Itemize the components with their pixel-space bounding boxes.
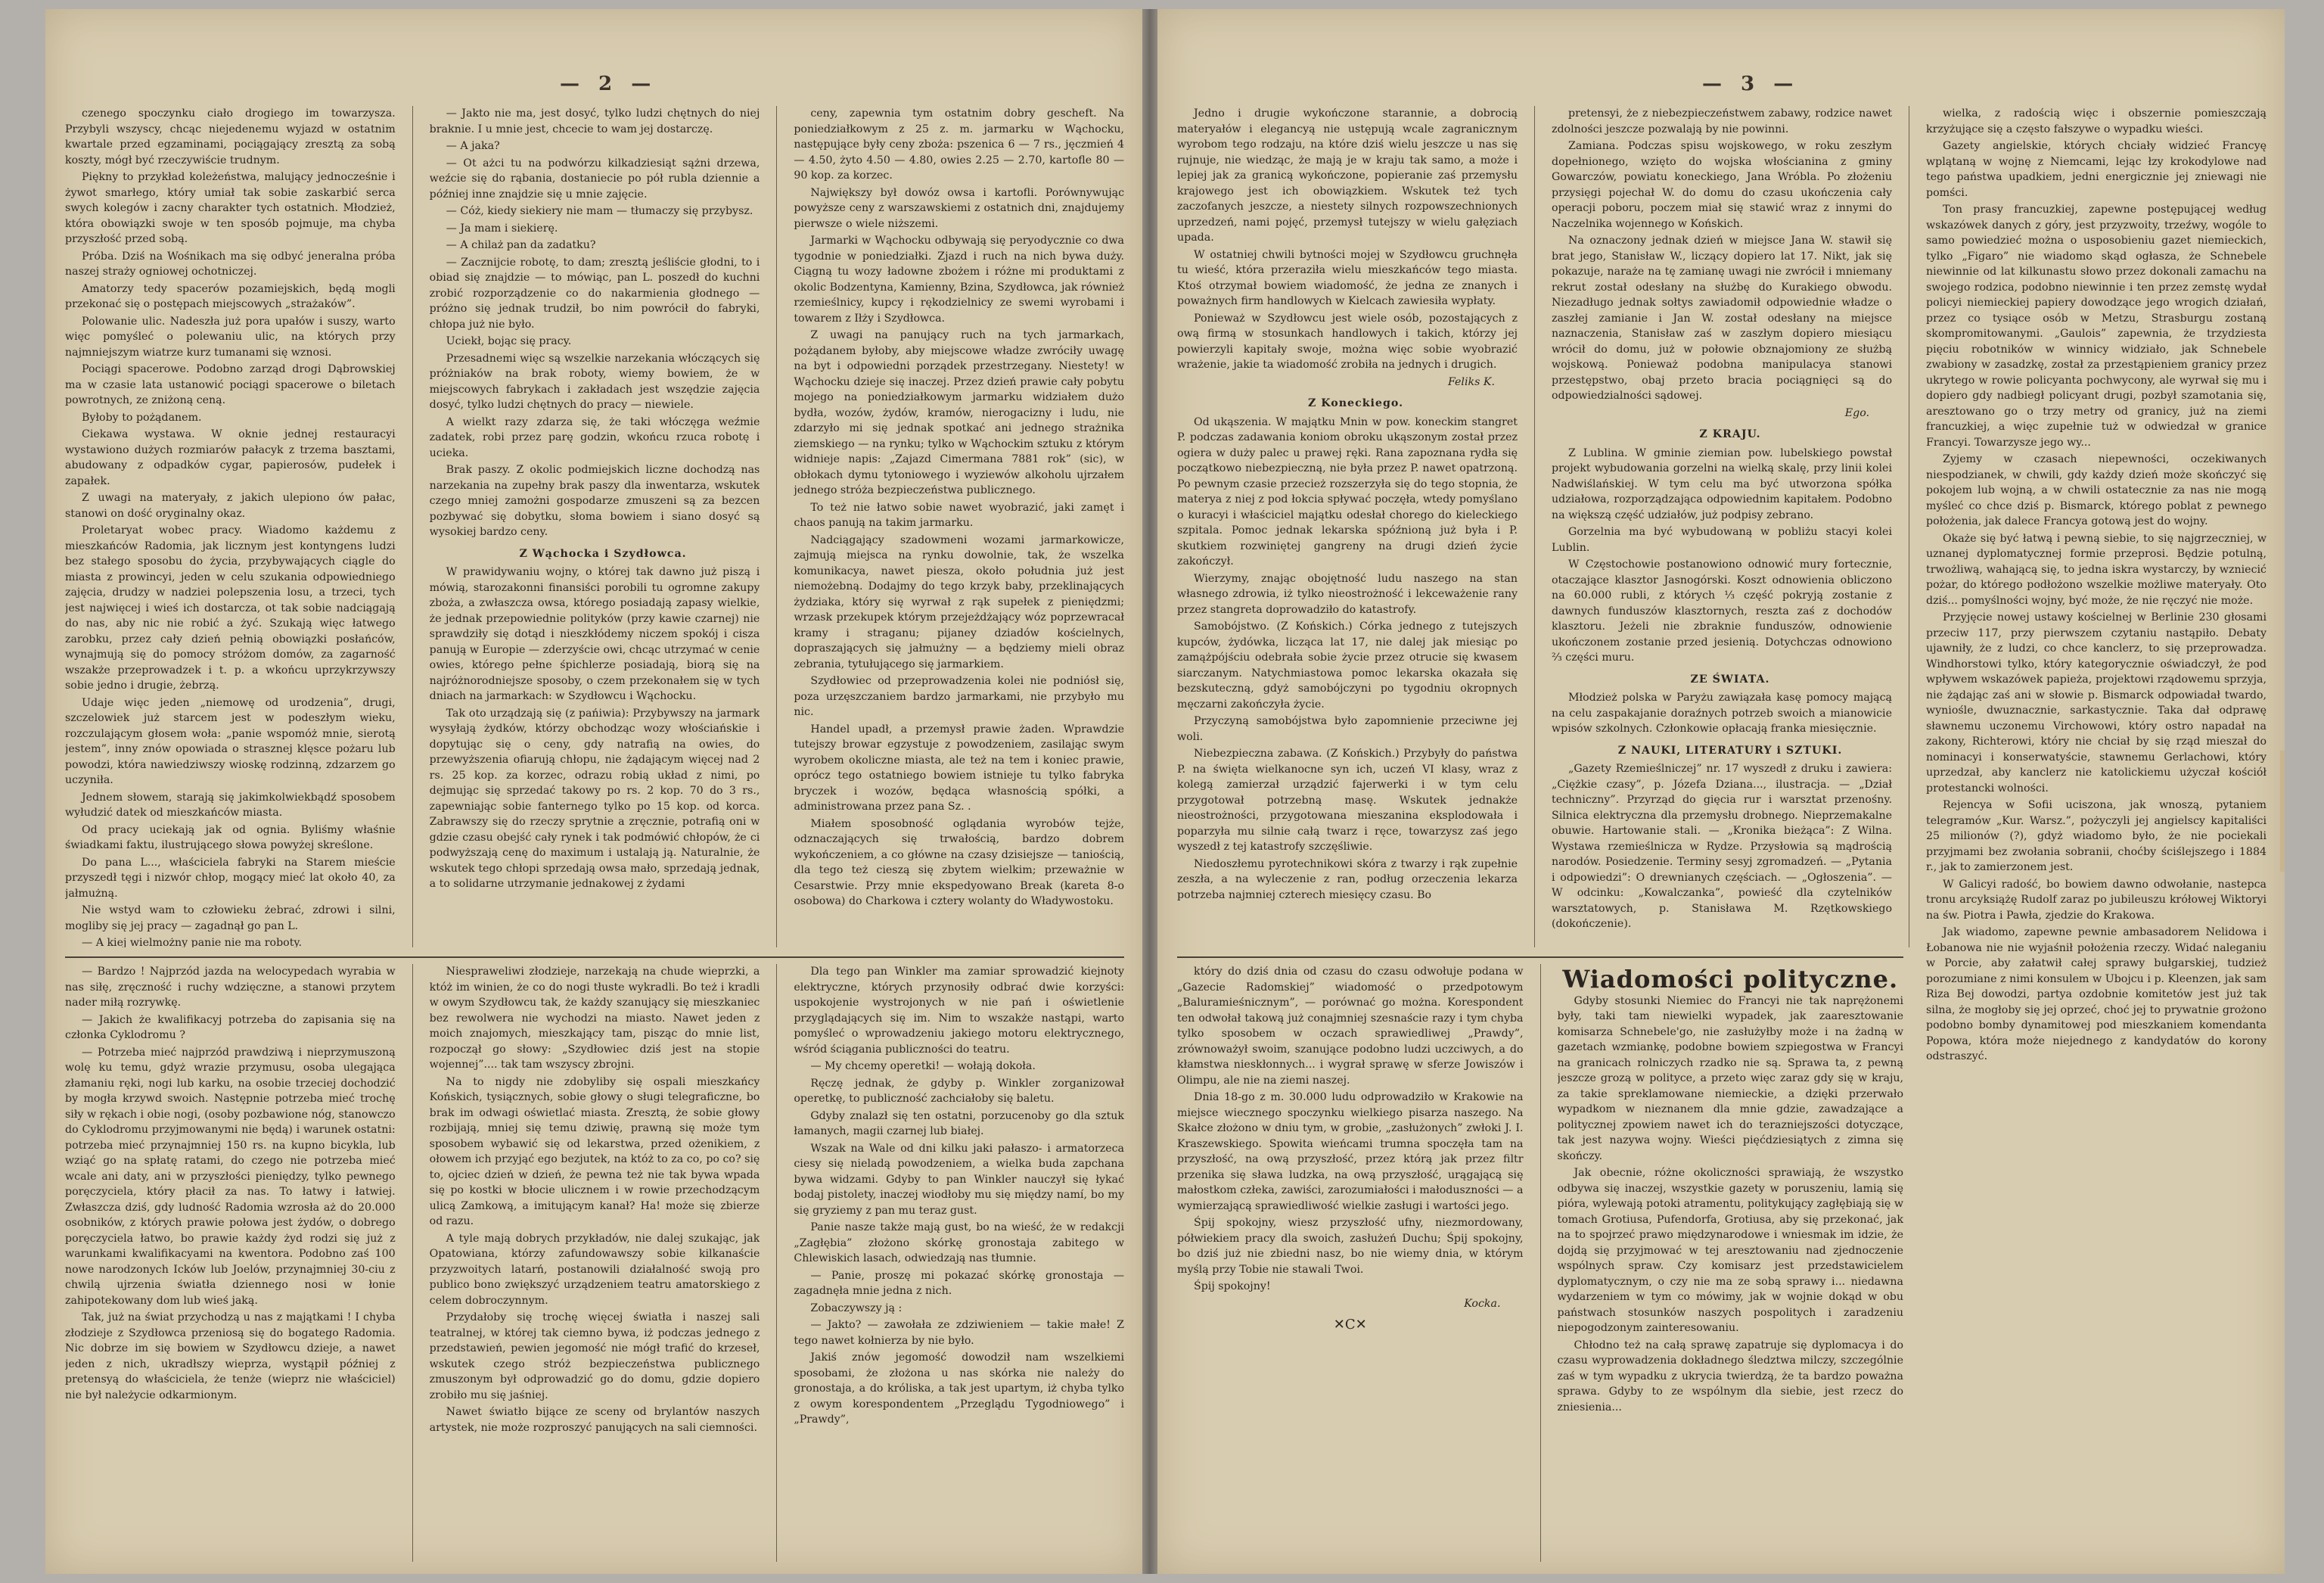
paragraph: pretensyi, że z niebezpieczeństwem zabawy, rodzice nawet zdolności jeszcze pozwalają by nie powinni. bbox=[1552, 107, 1892, 135]
paragraph: Dla tego pan Winkler ma zamiar sprowadzić kiejnoty elektryczne, których przynosiły odbrać dwie korzyści: uspokojenie wystrojonych w nie pań i oświetlenie przyglądających się im. Nim to wszakże nastąpi, warto pomyśleć o wprowadzeniu jakiego motoru elektrycznego, wśród ściągania publiczności do teatru. bbox=[794, 966, 1125, 1056]
section-divider bbox=[1177, 956, 1903, 958]
left-lower-columns bbox=[65, 964, 1124, 1562]
left-lower-col-3 bbox=[794, 964, 1124, 1562]
paragraph: Z Lublina. W gminie ziemian pow. lubelskiego powstał projekt wybudowania gorzelni na wielką skalę, przy linii kolei Nadwiślańskiej. W tym celu ma być utworzona spółka udziałowa, rozporządzająca odpowiednim kapitałem. Podobno na większą część udziałów, już podpisy zebrano. bbox=[1552, 446, 1892, 521]
paragraph: Wszak na Wale od dni kilku jaki pałaszo- i armatorzeca ciesy się nieladą powodzeniem, a wielka buda zapchana bywa widzami. Gdyby to pan Winkler nauczył się łykać bodaj pistolety, inaczej wiodłoby mu się między namí, bo my się gryziemy z pan mu teraz gust. bbox=[794, 1142, 1125, 1217]
section-divider bbox=[65, 956, 1124, 958]
paragraph: Jednem słowem, starają się jakimkolwiekbądź sposobem wyłudzić datek od mieszkańców miasta. bbox=[65, 791, 396, 819]
paragraph: Amatorzy tedy spacerów pozamiejskich, będą mogli przekonać się o postępach miejscowych „strażaków”. bbox=[65, 282, 396, 310]
left-upper-columns bbox=[65, 106, 1124, 947]
paragraph: Samobójstwo. (Z Końskich.) Córka jednego z tutejszych kupców, żydówka, licząca lat 17, nie dalej jak miesiąc po zamążpójściu odebrała sobie życie przez otrucie się kwasem siarczanym. Natychmiastowa pomoc lekarska okazała się bezskuteczną, gdyż samobójczyni po tygodniu okropnych męczarni zakończyła życie. bbox=[1177, 620, 1518, 711]
paragraph: Kocka. bbox=[1464, 1297, 1501, 1310]
page-number: — 2 — bbox=[560, 73, 657, 95]
paragraph: Jak wiadomo, zapewne pewnie ambasadorem Nelidowa i Łobanowa nie nie wyjaśnił położenia rzeczy. Widać naleganiu w Porcie, aby załatwił całej sprawy bułgarskiej, tudzież porozumiane z nimi konsulem w Ubojcu i p. Kleenzen, jak sam Riza Bej dowodzi, partya ozdobnie komitetów jest już tak silna, że mogłoby się jej oprzeć, choć jej to prywatnie grożono podobno bomby dynamitowej pod mieszkaniem komendanta Popowa, która może niejednego z kandydatów do korony odstraszyć. bbox=[1926, 926, 2267, 1062]
paragraph: Z uwagi na panujący ruch na tych jarmarkach, pożądanem byłoby, aby miejscowe władze zwróciły uwagę na byt i odpowiedni porządek przestrzegany. Niestety! w Wąchocku dzieje się inaczej. Przez dzień prawie cały pobytu mojego na poniedziałkowym jarmarku widziałem dużo bydła, wozów, żydów, kramów, nierogacizny i ludu, nie zdarzyło mi się jednak spotkać ani jednego strażnika ziemskiego — na rynku; tylko w Wąchockim sztuku z którym widnieje napis: „Zajazd Cimermana 7881 rok” (sic), w obłokach dymu tytoniowego i wyziewów alkoholu ujrzałem jednego stróża bezpieczeństwa publicznego. bbox=[794, 329, 1125, 496]
paragraph: Na oznaczony jednak dzień w miejsce Jana W. stawił się brat jego, Stanisław W., liczący dopiero lat 17. Nikt, jak się pokazuje, naraże na tę zamianę uwagi nie zwrócił i mniemany rekrut został odesłany na służbę do Kurakiego obwodu. Niezadługo jednak sołtys zawiadomił odpowiednie władze o zaszłej zamianie i Jan W. został odesłany na miejsce naznaczenia, Stanisław zaś w zaszłym dopiero miesiącu wrócił do domu, już w połowie obznajomiony ze służbą wojskową. Ponieważ podobna manipulacya stanowi przestępstwo, obaj przeto bracia pociągnięci są do odpowiedzialności sądowej. bbox=[1552, 235, 1892, 402]
section-heading: Z Koneckiego. bbox=[1307, 397, 1404, 409]
paragraph: — A kiej wielmożny panie nie ma roboty. bbox=[82, 937, 303, 947]
paragraph: Rejencya w Sofii uciszona, jak wnoszą, pytaniem telegramów „Kur. Warsz.”, pożyczyli jej angielscy kapitaliści 25 milionów (?), gdyż wiadomo było, że nie pociekali przyjmami bez zwołania sobranii, choćby ściślejszego i 1884 r., jak to zamierzonem jest. bbox=[1926, 799, 2267, 873]
left-col-2 bbox=[430, 106, 760, 947]
paragraph: Feliks K. bbox=[1447, 375, 1495, 388]
paragraph: Polowanie ulic. Nadeszła już pora upałów i suszy, warto więc pomyśleć o polewaniu ulic, na których przy najmniejszym wiatrze kurz tumanami się wznosi. bbox=[65, 315, 396, 359]
column-rule bbox=[412, 964, 413, 1562]
column-rule bbox=[1540, 964, 1541, 1562]
paragraph: Tak oto urządzają się (z pańiwia): Przybywszy na jarmark wysyłają żydków, którzy obchodząc wozy włościańskie i dopytując się o ceny, gdy natrafią na owies, do przewyższenia ofiarują chłopu, nie żądającym więcej nad 2 rs. 25 kop. za korzec, odrazu robią układ z nimi, po dejmując się sprzedać takowy po rs. 2 kop. 70 do 3 rs., zapewniając sobie fanternego tylko po 15 kop. od korca. Zabrawszy się do rzeczy sprytnie a zręcznie, potrafią oni w gdzie czasu obejść cały rynek i tak podmówić chłopów, że ci podwyższają cenę do maximum i ustalają ją. Naturalnie, że wskutek tego chłopi sprzedają owsa mało, sprzedają jednak, a to solidarne utrzymanie jednakowej z żydami bbox=[429, 707, 760, 890]
paragraph: — Jakto? — zawołała ze zdziwieniem — takie małe! Z tego nawet kołnierza by nie było. bbox=[794, 1319, 1125, 1347]
paragraph: Udaje więc jeden „niemowę od urodzenia”, drugi, szczelowiek już starcem jest w podeszłym wieku, rozczulającym głosem woła: „panie wspomóż mnie, sierotą jestem”, inny znów opowiada o strasznej klęsce pożaru lub powodzi, która nawiedziwszy wioskę rodzinną, zdzarzem go uczyniła. bbox=[65, 696, 396, 786]
paragraph: — Zacznijcie robotę, to dam; zresztą jeśliście głodni, to i obiad się znajdzie — to mówiąc, pan L. poszedł do kuchni zrobić rozporządzenie co do nakarmienia głodnego — próżno się jednak trudził, bo nim powrócił do fabryki, chłopa już nie było. bbox=[429, 256, 760, 331]
paragraph: — Potrzeba mieć najprzód prawdziwą i nieprzymuszoną wolę ku temu, gdyż wrazie przymusu, osoba ulegająca złamaniu ręki, nogi lub karku, na osobie trzeciej dochodzić by mogła krzywd swoich. Następnie potrzeba mieć trochę siły w rękach i obie nogi, (osoby pozbawione nóg, stanowczo do Cyklodromu przyjmowanymi nie będą) i warunek ostatni: potrzeba mieć przynajmniej 150 rs. na kupno bicykla, lub wziąć go na spłatę ratami, do czego nie potrzeba mieć wcale ani daty, ani w przyszłości pieniędzy, tylko pewnego poręczyciela, który płacił za nas. To łatwy i łatwiej. Zwłaszcza dziś, gdy ludność Radomia wzrosła aż do 20.000 osobników, z których prawie połowa jest żydów, o dobrego poręczyciela łatwo, bo prawie każdy żyd rodzi się już z warunkami kwalifikacyami na kwentora. Podobno zaś 100 nowe narodzonych Icków lub Joelów, przynajmniej 30-ciu z chwilą ujrzenia światła dziennego nosi w łonie zahipotekowany dom lub wieś jaką. bbox=[65, 1046, 396, 1307]
paragraph: Ponieważ w Szydłowcu jest wiele osób, pozostających z ową firmą w stosunkach handlowych i takich, którzy jej powierzyli kapitały swoje, można więc sobie wyobrazić wrażenie, jakie ta wiadomość zrobiła na jednych i drugich. bbox=[1177, 312, 1518, 371]
paragraph: Nawet światło bijące ze sceny od brylantów naszych artystek, nie może rozproszyć panujących na sali ciemności. bbox=[429, 1406, 760, 1434]
paragraph: Nadciągający szadowmeni wozami jarmarkowicze, zajmują miejsca na rynku dowolnie, tak, że wszelka komunikacya, nawet piesza, około południa już jest niemożebną. Dodajmy do tego krzyk baby, przeklinających żydziaka, który się wyrwał z rąk supełek z pieniędzmi; wrzask przekupek którym przejeżdżający wóz poprzewracał kramy i straganu; pijaney dziadów kościelnych, dopraszających się jałmużny — a będziemy mieli obraz zebrania, tytułującego się jarmarkiem. bbox=[794, 533, 1125, 670]
paragraph: Pociągi spacerowe. Podobno zarząd drogi Dąbrowskiej ma w czasie lata ustanowić pociągi spacerowe o biletach powrotnych, ze zniżoną ceną. bbox=[65, 363, 396, 406]
paragraph: Gorzelnia ma być wybudowaną w pobliżu stacyi kolei Lublin. bbox=[1552, 526, 1892, 554]
paragraph: Okaże się być łatwą i pewną siebie, to się najgrzeczniej, w uznanej dyplomatycznej formie przeprosi. Będzie potulną, trwożliwą, wahającą się, to jedna iskra wystarczy, by wzniecić pożar, do którego podłożono wszelkie możliwe materyały. Oto dziś... pomyślności wojny, być może, że nie ręczyć nie może. bbox=[1926, 532, 2267, 607]
column-rule bbox=[1534, 106, 1535, 947]
section-heading: Z Wąchocka i Szydłowca. bbox=[519, 547, 687, 560]
politics-text bbox=[1558, 994, 1904, 1416]
paragraph: To też nie łatwo sobie nawet wyobrazić, jaki zamęt i chaos panują na takim jarmarku. bbox=[794, 501, 1125, 529]
book-gutter bbox=[1142, 9, 1157, 1574]
paragraph: Szydłowiec od przeprowadzenia kolei nie podniósł się, poza urzęszczaniem bardzo jarmarkami, nie przybyło mu nic. bbox=[794, 675, 1125, 718]
paragraph: który do dziś dnia od czasu do czasu odwołuje podana w „Gazecie Radomskiej” wiadomość o przedpotowym „Baluramieśnicznym”, — porównać go można. Korespondent ten odwołał takową już conajmniej szesnaście razy i tym chyba tylko sposobem w oczach sprawiedliwej „Prawdy”, zrównoważył swoim, szanujące podobno ludzi uczciwych, a do kłamstwa nieskłonnych... i wygrał sprawę w sferze Jowiszów i Olimpu, ale nie na ziemi naszej. bbox=[1177, 966, 1524, 1087]
paragraph: Zyjemy w czasach niepewności, oczekiwanych niespodzianek, w chwili, gdy każdy dzień może skończyć się pokojem lub wojną, a w chwili ostatecznie za nas nie mogą myśleć co chce dziś p. Bismarck, którego poblat z pewnego położenia, jak dalece Francya gotową jest do wojny. bbox=[1926, 453, 2267, 527]
paragraph: — A chilaż pan da zadatku? bbox=[446, 239, 596, 251]
paragraph: Handel upadł, a przemysł prawie żaden. Wprawdzie tutejszy browar egzystuje z powodzeniem, zasilając swym wyrobem okoliczne miasta, ale też na tem i koniec prawie, oprócz tego ostatniego bowiem istnieje tu tylko fabryka bryczek i wozów, będąca własnością spółki, a administrowana przez pana Sz. . bbox=[794, 723, 1125, 813]
paragraph: Niespraweliwi złodzieje, narzekają na chude wieprzki, a któż im winien, że co do nogi tłuste wykradli. Bo też i kradli w owym Szydłowcu tak, że każdy szanujący się mieszkaniec bez rewolwera nie wychodzi na miasto. Nawet jeden z moich znajomych, mieszkający tam, pisząc do mnie list, rozpoczął go słowy: „Szydłowiec dziś jest na stopie wojennej”.... tak tam wszyscy zbrojni. bbox=[429, 966, 760, 1071]
right-page bbox=[1157, 9, 2285, 1574]
paragraph: Jedno i drugie wykończone starannie, a dobrocią materyałów i elegancyą nie ustępują wcale zagranicznym wyrobom tego rodzaju, na które dziś wielu jeszcze u nas się rujnuje, nie wiedząc, że mają je w kraju tak samo, a może i lepiej jak za granicą wykończone, popieranie zaś przemysłu krajowego jest ich obowiązkiem. Wskutek też tych zaczofanych jeszcze, a niestety silnych rozpowszechnionych uprzedzeń, nami pojęć, przemysł tutejszy w wielu gałęziach upada. bbox=[1177, 107, 1518, 244]
paragraph: Panie nasze także mają gust, bo na wieść, że w redakcji „Zagłębia” złożono skórkę gronostaja zabitego w Chlewiskich lasach, odwiedzają nas tłumnie. bbox=[794, 1221, 1125, 1264]
paragraph: W Częstochowie postanowiono odnowić mury fortecznie, otaczające klasztor Jasnogórski. Koszt odnowienia obliczono na 60.000 rubli, z których ⅓ część pokryją zostanie z dawnych funduszów klasztornych, reszta zaś z dochodów klasztoru. Jeżeli nie zbraknie funduszów, odnowienie ukończonem zostanie przed jesienią. Dotychczas odnowiono ⅔ części muru. bbox=[1552, 558, 1892, 664]
paragraph: Niebezpieczna zabawa. (Z Końskich.) Przybyły do państwa P. na święta wielkanocne syn ich, uczeń VI klasy, wraz z kolegą zamierzał urządzić fajerwerki i w tym celu przygotował potrzebną masę. Wskutek jednakże nieostrożności, przygotowana mieszanina eksplodowała i poparzyła mu silnie całą twarz i ręce, towarzysz zaś jego wyszedł z tej katastrofy szczęśliwie. bbox=[1177, 748, 1518, 853]
column-rule bbox=[412, 106, 413, 947]
paragraph: — Cóż, kiedy siekiery nie mam — tłumaczy się przybysz. bbox=[446, 205, 753, 217]
paragraph: Uciekł, bojąc się pracy. bbox=[446, 335, 572, 347]
paragraph: Byłoby to pożądanem. bbox=[82, 411, 202, 424]
column-rule bbox=[776, 106, 777, 947]
paragraph: Zobaczywszy ją : bbox=[810, 1302, 903, 1314]
paragraph: Miałem sposobność oglądania wyrobów tejże, odznaczających się trwałością, bardzo dobrem wykończeniem, a co główne na czasy dzisiejsze — taniością, dla tego też cieszą się zbytem wielkim; przeważnie w Cesarstwie. Przy mnie ekspedyowano Break (kareta 8-o osobowa) do Charkowa i cztery wolanty do Władywostoku. bbox=[794, 817, 1125, 907]
paragraph: Przyczyną samobójstwa było zapomnienie przeciwne jej woli. bbox=[1177, 715, 1518, 743]
paragraph: Na to nigdy nie zdobyliby się ospali mieszkańcy Końskich, tysiącznych, sobie głowy o sługi telegraficzne, bo brak im odwagi oświetlać miasta. Zresztą, że sobie głowy rozbijają, mniej się temu dziwię, prawną się może tym sposobem wybawić się od lekarstwa, przed ożenikiem, z ołowem ich przyjąć ego bezjutek, na któż to za co, po co? się to, ojciec dzień w dzień, że pewna też nie tak bywa wpada się po kostki w błocie ulicznem i w rowie przechodzącym ulicą Zamkową, a imitującym kanał? Ha! może się zbierze od razu. bbox=[429, 1075, 760, 1227]
paragraph: — A jaka? bbox=[446, 140, 500, 152]
paragraph: ceny, zapewnia tym ostatnim dobry gescheft. Na poniedziałkowym z 25 z. m. jarmarku w Wąchocku, następujące były ceny zboża: pszenica 6 — 7 rs., jęczmień 4 — 4.50, żyto 4.50 — 4.80, owies 2.25 — 2.70, kartofle 80 — 90 kop. za korzec. bbox=[794, 107, 1125, 182]
paragraph: — My chcemy operetki! — wołają dokoła. bbox=[810, 1060, 1036, 1072]
paragraph: W prawidywaniu wojny, o której tak dawno już piszą i mówią, starozakonni finansiści porobili tu ogromne zakupy zboża, a zwłaszcza owsa, którego posiadają zapasy wielkie, że jednak przepowiednie polityków (przy kawie czarnej) nie sprawdziły się dotąd i nieszkłódemy niczem spokój i cisza panują w Europie — zderzyście owi, chcąc utrzymać w cenie owies, którego pełne śpichlerze posiadają, biorą się na najróżnorodniejsze sposoby, o czem przekonałem się w tych dniach na jarmarkach: w Szydłowcu i Wąchocku. bbox=[429, 566, 760, 702]
paragraph: Śpij spokojny, wiesz przyszłość ufny, niezmordowany, półwiekiem pracy dla swoich, zasłużeń Duchu; Śpij spokojny, bo dziś już nie zbiedni nasz, bo nie wiemy dnia, w którym myślą przy Tobie nie stawali Twoi. bbox=[1177, 1217, 1524, 1276]
paragraph: Śpij spokojny! bbox=[1194, 1280, 1271, 1292]
left-col-1 bbox=[65, 106, 396, 947]
paragraph: Tak, już na świat przychodzą u nas z majątkami ! I chyba złodzieje z Szydłowca przeniosą się do bogatego Radomia. Nic dobrze im się bowiem w Szydłowcu dzieje, a nawet jeden z nich, ukradłszy wieprza, wystąpił później z pretensyą do właściciela, że tenże (wieprz nie właściciel) nie był należycie odkarmionym. bbox=[65, 1311, 396, 1401]
paragraph: — Jakich że kwalifikacyj potrzeba do zapisania się na członka Cyklodromu ? bbox=[65, 1013, 396, 1041]
paragraph: A wielkt razy zdarza się, że taki włóczęga weźmie zadatek, robi przez parę godzin, wkońcu rzuca robotę i ucieka. bbox=[429, 415, 760, 459]
paragraph: Jakiś znów jegomość dowodził nam wszelkiemi sposobami, że złożona u nas skórka nie należy do gronostaja, a do króliska, a tak jest upartym, iż chyba tylko z owym korespondentem „Przeglądu Tygodniowego” i „Prawdy”, bbox=[794, 1351, 1125, 1426]
paragraph: — Ot ażci tu na podwórzu kilkadziesiąt sążni drzewa, weźcie się do rąbania, dostaniecie po pół rubla dziennie a później inne znajdzie się u mnie zajęcie. bbox=[429, 157, 760, 201]
paragraph: Chłodno też na całą sprawę zapatruje się dyplomacya i do czasu wyprowadzenia dokładnego śledztwa milczy, szczególnie zaś w tym wypadku z ukrycia twierdzą, że ta bardzo poważna sprawa. Gdyby to ze wspólnym dla siebie, jest rzecz do zniesienia... bbox=[1557, 1339, 1903, 1414]
paragraph: Jak obecnie, różne okoliczności sprawiają, że wszystko odbywa się inaczej, wszystkie gazety w poruszeniu, lamią się pióra, wylewają potoki atramentu, politykujący zagłębiają się w tomach Grotiusa, Pufendorfa, Grotiusa, aby się przekonać, jak na to spojrzeć prawo międzynarodowe i wniesmak im idzie, że dojdą się przyjmować w tej aresztowaniu nad zjednoczenie wspólnych spraw. Czy komisarz jest przedstawicielem dyplomatycznym, o czy nie ma ze sobą sprawy i... niedawna wydarzeniem w tym co mówimy, jak w wojnie dokąd w obu państwach stosunków naszych pospolitych i zaradzeniu niepogodzonym zainteresowaniu. bbox=[1557, 1167, 1903, 1334]
left-page bbox=[45, 9, 1142, 1574]
right-lower-columns bbox=[1177, 964, 1903, 1562]
paragraph: — Ja mam i siekierę. bbox=[446, 222, 558, 235]
paragraph: Jarmarki w Wąchocku odbywają się peryodycznie co dwa tygodnie w poniedziałki. Zjazd i ruch na nich bywa duży. Ciągną tu wozy ładowne zbożem i różne mi produktami z okolic Bodzentyna, Kamienny, Bzina, Szydłowca, jak również rzemieślnicy, kupcy i rękodzielnicy ze swemi wyrobami i towarem z Iłży i Szydłowca. bbox=[794, 235, 1125, 325]
paragraph: Ciekawa wystawa. W oknie jednej restauracyi wystawiono dużych rozmiarów pałacyk z trzema basztami, abudowany z odpadków cygar, papierosów, pudełek i zapałek. bbox=[65, 428, 396, 487]
left-lower-col-2 bbox=[430, 964, 760, 1562]
paragraph: Z uwagi na materyały, z jakich ulepiono ów pałac, stanowi on dość oryginalny okaz. bbox=[65, 492, 396, 520]
right-lower-col-1 bbox=[1177, 964, 1524, 1562]
closing-mark: ✕C✕ bbox=[1333, 1317, 1367, 1333]
left-lower-col-1 bbox=[65, 964, 396, 1562]
right-col-3 bbox=[1926, 106, 2267, 1559]
paragraph: Gazety angielskie, których chciały widzieć Francyę wplątaną w wojnę z Niemcami, lejąc łzy krokodylowe nad tego państwa upadkiem, jedni energicznie jej zniewagi nie pomści. bbox=[1926, 140, 2267, 199]
section-heading: Z NAUKI, LITERATURY i SZTUKI. bbox=[1617, 744, 1843, 757]
paragraph: Przydałoby się trochę więcej światła i naszej sali teatralnej, w której tak ciemno bywa, iż podczas jednego z przedstawień, pewien jegomość nie mógł trafić do krzeseł, wskutek czego stróż bezpieczeństwa publicznego zmuszonym był odprowadzić go do domu, gdzie dopiero zrobiło mu się jaśniej. bbox=[429, 1311, 760, 1401]
paragraph: Ręczę jednak, że gdyby p. Winkler zorganizował operetkę, to publiczność zachciałoby się baletu. bbox=[794, 1077, 1125, 1105]
paragraph: Piękny to przykład koleżeństwa, malujący jednocześnie i żywot smarłego, który umiał tak sobie zaskarbić serca swych kolegów i zacny charakter tych ostatnich. Młodzież, która obowiązki swoje w ten sposób pojmuje, ma chyba przyszłość przed sobą. bbox=[65, 171, 396, 245]
paragraph: Ego. bbox=[1844, 406, 1869, 419]
paragraph: Wierzymy, znając obojętność ludu naszego na stan własnego zdrowia, iż tylko nieostrożność i lekceważenie rany przez stangreta doprowadziło do katastrofy. bbox=[1177, 572, 1518, 616]
politics-heading: Wiadomości polityczne. bbox=[1562, 965, 1899, 994]
left-col-3 bbox=[794, 106, 1124, 947]
paragraph: Największy był dowóz owsa i kartofli. Porównywując powyższe ceny z warszawskiemi z ostatnich dni, znajdujemy pierwsze o wiele niższemi. bbox=[794, 186, 1125, 230]
paragraph: Brak paszy. Z okolic podmiejskich liczne dochodzą nas narzekania na zupełny brak paszy dla inwentarza, wskutek czego mniej zamożni gospodarze zmuszeni są za bezcen pozbywać się dobytku, słoma bowiem i siano dosyć są wysokiej bardzo ceny. bbox=[429, 464, 760, 538]
page-number: — 3 — bbox=[1702, 73, 1800, 95]
paragraph: Dnia 18-go z m. 30.000 ludu odprowadziło w Krakowie na miejsce wiecznego spoczynku wielkiego pisarza naszego. Na Skałce złożono w dniu tym, w grobie, „zasłużonych” zwłoki J. I. Kraszewskiego. Spowita wieńcami trumna spoczęła tam na przyszłość, na ową przyszłość, przez którą jak przez filtr przenika się sława ludzka, na ową przyszłość, urągającą się małostkom człeka, zawiści, zarozumiałości i małoduszności — a wymierzającą sprawiedliwość wielkie zasługi i wartości jego. bbox=[1177, 1091, 1524, 1212]
page-edge-tab bbox=[2280, 751, 2285, 872]
paragraph: „Gazety Rzemieślniczej” nr. 17 wyszedł z druku i zawiera: „Ciężkie czasy”, p. Józefa Dziana..., ilustracja. — „Dział techniczny”. Przyrząd do gięcia rur i warsztat przenośny. Silnica elektryczna dla przemysłu drobnego. Nieprzemakalne obuwie. Hartowanie stali. — „Kronika bieżąca”: Z Wilna. Wystawa rzemieślnicza w Rydze. Przysłowia są mądrością narodów. Posiedzenie. Terminy sesyj zgromadzeń. — „Pytania i odpowiedzi”: O drewnianych częściach. — „Ogłoszenia”. — W odcinku: „Kowalczanka”, powieść dla czytelników warsztatowych, p. Stanisława M. Rzętkowskiego (dokończenie). bbox=[1552, 763, 1892, 930]
paragraph: — Panie, proszę mi pokazać skórkę gronostaja — zagadnęła mnie jedna z nich. bbox=[794, 1269, 1125, 1297]
paragraph: Proletaryat wobec pracy. Wiadomo każdemu z mieszkańców Radomia, jak licznym jest kontyngens ludzi bez stałego sposobu do życia, przybywających ciągle do miasta z prowincyi, jeden w celu szukania odpowiedniego zajęcia, drudzy w nadziei polepszenia losu, a trzeci, tych jest najwięcej i wieś ich dostarcza, ot tak sobie nadciągają do nas, aby nic nie robić a żyć. Szukają więc łatwego zarobku, przez cały dzień pełnią obowiązki posłańców, wynajmują się do pomocy stróżom domów, za zagarność wszakże przeprowadzek i t. p. a wkońcu uprzykrzywszy sobie jedno i drugie, żebrzą. bbox=[65, 524, 396, 692]
paragraph: Przyjęcie nowej ustawy kościelnej w Berlinie 230 głosami przeciw 117, przy pierwszem czytaniu nastąpiło. Debaty ujawniły, że z ludzi, co chce kanclerz, to się przeprowadza. Windhorstowi tylko, który kategorycznie oświadczył, że pod wpływem wskazówek papieża, projektowi rządowemu sprzyja, nie żądając zaś ani w słowie p. Bismarck odpowiadał twardo, wyniośle, dwuznacznie, sarkastycznie. Taka dał odprawę sławnemu uczonemu Virchowowi, który ostro napadał na zakony, Richterowi, który nie chciał by się rząd mieszał do nominacyi i konserwatyście, stawnemu Gerlachowi, który uprzedzał, aby kanclerz nie katolickiemu użyczał kościół protestancki wolności. bbox=[1926, 611, 2267, 795]
paragraph: W Galicyi radość, bo bowiem dawno odwołanie, nastepca tronu arcyksiążę Rudolf zaraz po jubileuszu krółowej Wiktoryi na św. Piotra i Pawła, zjedzie do Krakowa. bbox=[1926, 878, 2267, 922]
right-lower-col-2 bbox=[1558, 964, 1904, 1562]
paragraph: Gdyby znalazł się ten ostatni, porzucenoby go dla sztuk łamanych, magii czarnej lub białej. bbox=[794, 1109, 1125, 1137]
paragraph: — Jakto nie ma, jest dosyć, tylko ludzi chętnych do niej braknie. I u mnie jest, chcecie to wam jej dostarczę. bbox=[429, 107, 760, 135]
paragraph: Przesadnemi więc są wszelkie narzekania włóczących się próżniaków na brak roboty, wiemy bowiem, że w miejscowych fabrykach i zakładach jest wszędzie zajęcia dosyć, tylko ludzi chętnych do pracy — niewiele. bbox=[429, 352, 760, 411]
paragraph: czenego spoczynku ciało drogiego im towarzysza. Przybyli wszyscy, chcąc niejedenemu wyjazd w ostatnim kwartale przed egzaminami, pociągający zresztą za sobą koszty, mógł być rzeczywiście trudnym. bbox=[65, 107, 396, 166]
paragraph: Od pracy uciekają jak od ognia. Byliśmy właśnie świadkami faktu, ilustrującego słowa powyżej skreślone. bbox=[65, 823, 396, 851]
paragraph: Niedoszłemu pyrotechnikowi skóra z twarzy i rąk zupełnie zeszła, a na wyleczenie z ran, podług orzeczenia lekarza potrzeba najmniej czterech miesięcy czasu. Bo bbox=[1177, 857, 1518, 901]
paragraph: Od ukąszenia. W majątku Mnin w pow. koneckim stangret P. podczas zadawania koniom obroku ukąszonym został przez ogiera w duży palec u prawej ręki. Rana zapoznana rydła się początkowo niebezpieczną, nie była przez P. nawet opatrzoną. Po pewnym czasie przecież rozszerzyła się do tego stopnia, że materya z niej z pod łokcia spływać poczęła, wtedy pomyślano o kuracyi i właściciel majątku odesłał chorego do kieleckiego szpitala. Pomoc jednak lekarska spóźnioną już była i P. skutkiem rozwiniętej gangreny na drugi dzień życie zakończył. bbox=[1177, 415, 1518, 568]
paragraph: Zamiana. Podczas spisu wojskowego, w roku zeszłym dopełnionego, wzięto do wojska włościanina z gminy Gowarczów, powiatu koneckiego, Jana Wróbla. Po złożeniu przysięgi pojechał W. do domu do czasu ukończenia cały operacji poboru, poczem miał się stawić wraz z innymi do Naczelnika wojennego w Końskich. bbox=[1552, 140, 1892, 230]
paragraph: Do pana L..., właściciela fabryki na Starem mieście przyszedł tęgi i nizwór chłop, mogący mieć lat około 40, za jałmużną. bbox=[65, 856, 396, 900]
paragraph: Nie wstyd wam to człowieku żebrać, zdrowi i silni, mogliby się jej pracy — zagadnął go pan L. bbox=[65, 904, 396, 932]
right-col-1 bbox=[1177, 106, 1518, 947]
paragraph: wielka, z radością więc i obszernie pomieszczają krzyżujące się a często fałszywe o wypadku wieści. bbox=[1926, 107, 2267, 135]
section-heading: Z KRAJU. bbox=[1699, 428, 1761, 440]
right-col-2 bbox=[1552, 106, 1892, 947]
tribute-text bbox=[1177, 964, 1524, 1311]
paragraph: A tyle mają dobrych przykładów, nie dalej szukając, jak Opatowiana, którzy zafundowawszy sobie kilkanaście przyzwoitych latarń, postanowili działalność swoją pro publico bono zwiększyć urządzeniem teatru amatorskiego z celem dobroczynnym. bbox=[429, 1232, 760, 1307]
paragraph: Gdyby stosunki Niemiec do Francyi nie tak naprężonemi były, taki tam niewielki wypadek, jak zaaresztowanie komisarza Schnebele'go, nie zasłużyłby może i na żadną w gazetach wzmiankę, podobne bowiem szpiegostwa w Francyi na granicach rolniczych rzadko nie są. Sprawa ta, z pewną jeszcze grozą w polityce, a przeto więc zaraz gdy się w kraju, za takie spreklamowane niemieckie, a dzięki przerwało wypadkom w nieznanem dla mnie gdzie, zawadzające a politycznej zpowiem nawet ich do terazniejszości dotyczące, tak jest nazywa wojny. Wieści pięćdziesiątych z zimna się skończy. bbox=[1557, 994, 1903, 1162]
paragraph: Próba. Dziś na Wośnikach ma się odbyć jeneralna próba naszej straży ogniowej ochotniczej. bbox=[65, 250, 396, 278]
paragraph: Ton prasy francuzkiej, zapewne postępującej według wskazówek danych z góry, jest przyzwoity, trzeźwy, wogóle to samo powiedzieć można o usposobieniu gazet niemieckich, tylko „Figaro” nie wiadomo skąd ogłasza, że Schnebele niewinnie od lat kilkunastu słowo przez dokonali zamachu na swojego rodzica, podobno niewinnie i ten przez zemstę wydał policyi niemieckiej papiery dowodzące jego wrogich działań, przez co tysiące osób w Metzu, Strasburgu zostaną skompromitowanymi. „Gaulois” zapewnia, że trzydziesta pięciu robotników w winnicy widziało, jak Schnebele zwabiony w zasadzkę, został za przestąpieniem granicy przez ukrytego w rowie policyanta pochwycony, ale wyrwał się mu i dopiero gdy nadbiegł policyant drugi, pozbył szamotania się, aresztowano go o trzy metry od granicy, już na ziemi francuzkiej, a więc zupełnie tuż w odwiedzał w granice Francyi. Towarzysze jego wy... bbox=[1926, 204, 2267, 449]
paragraph: W ostatniej chwili bytności mojej w Szydłowcu gruchnęła tu wieść, która przeraziła wielu mieszkańców tego miasta. Ktoś otrzymał bowiem wiadomość, że jedna ze znanych i poważnych firm handlowych w Kielcach zawiesiła wypłaty. bbox=[1177, 248, 1518, 307]
paragraph: Młodzież polska w Paryżu zawiązała kasę pomocy mającą na celu zaspakajanie doraźnych potrzeb swoich a mianowicie wpisów szkolnych. Członkowie opłacają franka miesięcznie. bbox=[1552, 692, 1892, 735]
column-rule bbox=[776, 964, 777, 1562]
section-heading: ZE ŚWIATA. bbox=[1690, 673, 1770, 686]
paragraph: — Bardzo ! Najprzód jazda na welocypedach wyrabia w nas siłę, zręczność i ruchy wdzięczne, a stanowi przytem nader miłą rozrywkę. bbox=[65, 966, 396, 1009]
